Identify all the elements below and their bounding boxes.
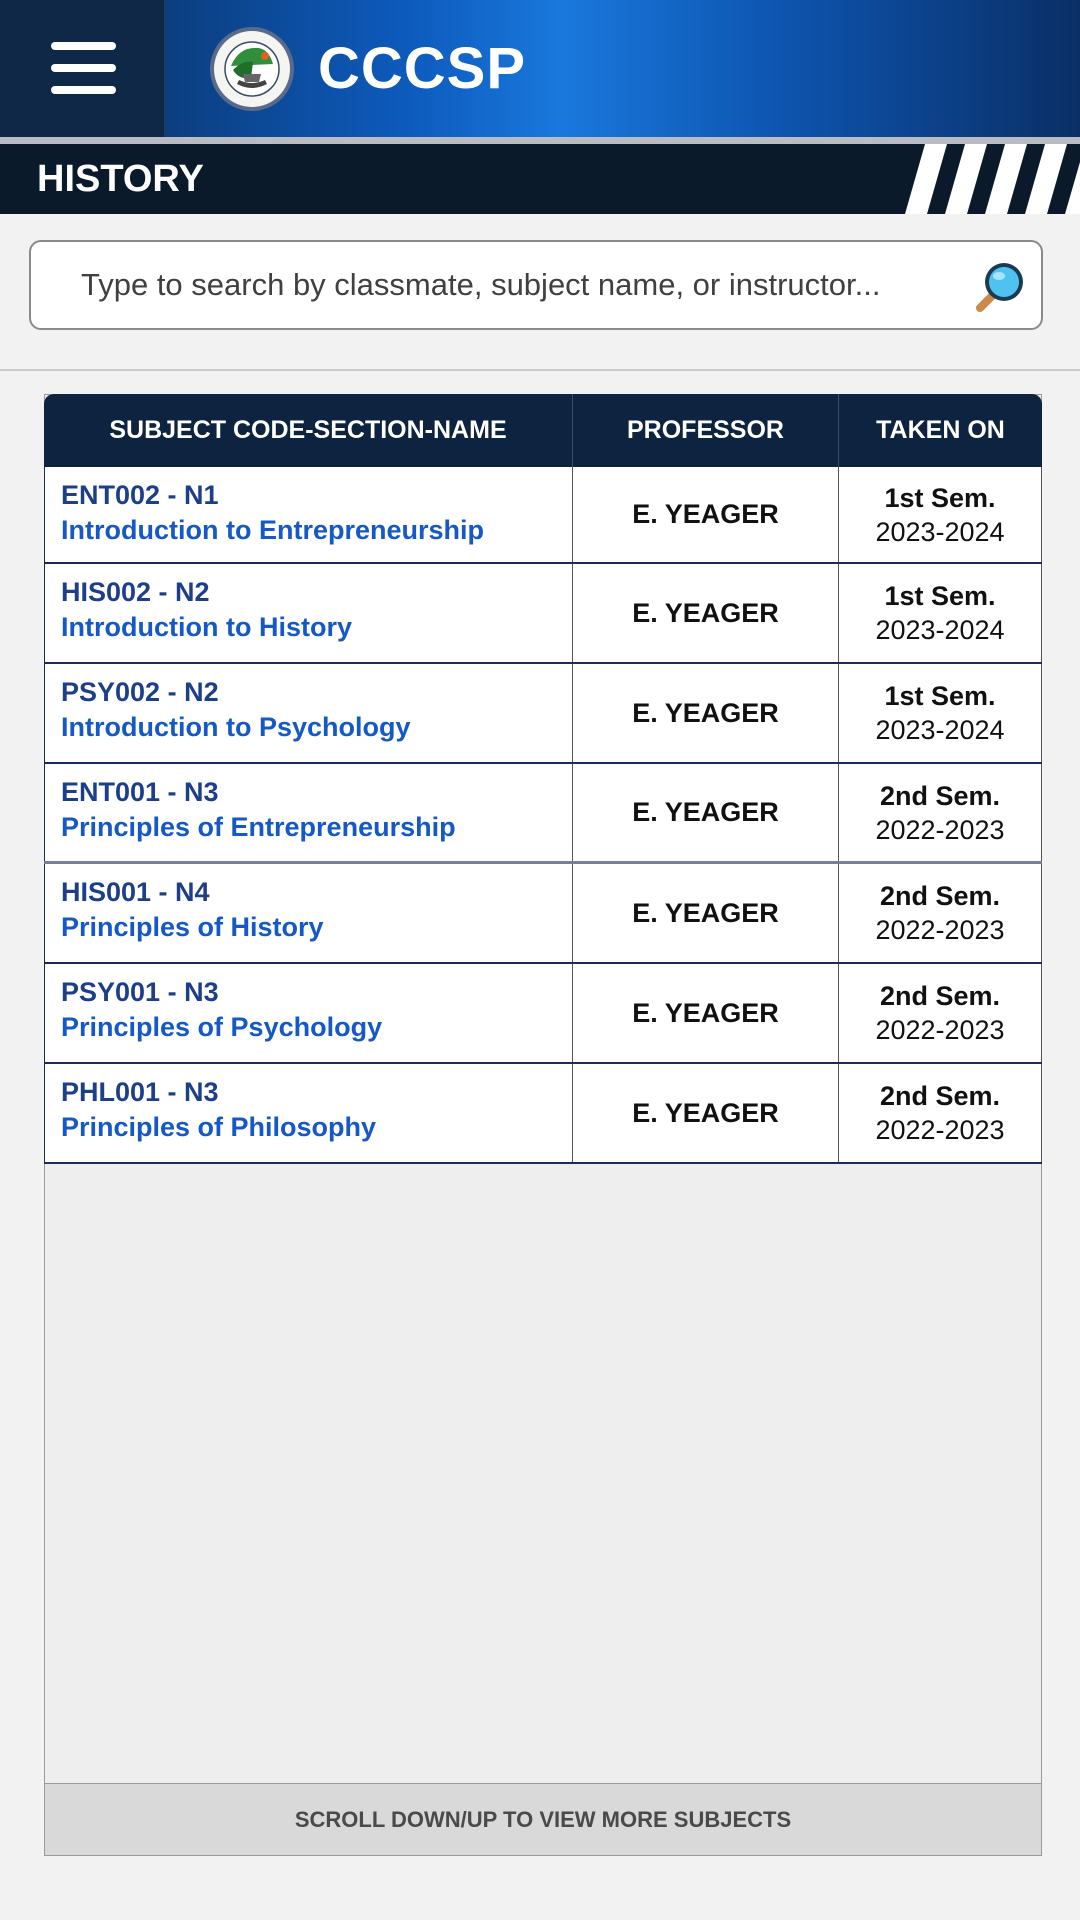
taken-on-cell (838, 1064, 1042, 1162)
subject-cell[interactable] (44, 964, 572, 1062)
taken-on-cell (838, 964, 1042, 1062)
header-professor: PROFESSOR (572, 394, 838, 467)
subjects-table (44, 394, 1042, 1856)
table-row[interactable] (44, 964, 1042, 1064)
taken-on-cell (838, 467, 1042, 562)
subject-name[interactable]: Principles of Entrepreneurship (61, 812, 456, 842)
subject-code[interactable]: PSY001 - N3 (61, 977, 219, 1007)
header-subject: SUBJECT CODE-SECTION-NAME (109, 416, 507, 444)
table-row[interactable] (44, 467, 1042, 564)
app-title: CCCSP (318, 36, 527, 101)
school-year: 2022-2023 (875, 915, 1005, 945)
subject-cell[interactable] (44, 467, 572, 562)
semester: 2nd Sem. (879, 780, 1001, 811)
taken-on-cell (838, 864, 1042, 962)
subject-code[interactable]: ENT001 - N3 (61, 777, 219, 807)
search-box[interactable] (29, 240, 1043, 330)
semester: 2nd Sem. (879, 981, 1001, 1011)
subject-name[interactable]: Introduction to History (61, 612, 352, 642)
scroll-hint-footer: SCROLL DOWN/UP TO VIEW MORE SUBJECTS (44, 1783, 1042, 1856)
table-body (44, 467, 1042, 1164)
subject-name[interactable]: Principles of History (61, 912, 324, 942)
professor-cell: E. YEAGER (572, 1064, 838, 1162)
table-row[interactable] (44, 1064, 1042, 1164)
hamburger-menu-button[interactable] (0, 0, 165, 137)
school-year: 2022-2023 (875, 1015, 1005, 1045)
subject-cell[interactable] (44, 764, 572, 861)
subject-cell[interactable] (44, 864, 572, 962)
subject-name[interactable]: Principles of Psychology (61, 1012, 383, 1042)
professor-cell: E. YEAGER (572, 864, 838, 962)
school-year: 2023-2024 (875, 516, 1005, 547)
subject-code[interactable]: ENT002 - N1 (61, 480, 219, 510)
professor-cell: E. YEAGER (572, 764, 838, 861)
subject-name[interactable]: Principles of Philosophy (61, 1112, 377, 1142)
decorative-stripes-icon (905, 144, 1080, 214)
table-row[interactable] (44, 864, 1042, 964)
page-title: HISTORY (37, 158, 204, 200)
menu-icon-bar-3 (51, 86, 116, 94)
school-year: 2023-2024 (875, 615, 1005, 645)
subject-code[interactable]: PSY002 - N2 (61, 677, 219, 707)
table-row[interactable] (44, 564, 1042, 664)
appbar-divider (0, 137, 1080, 144)
semester: 1st Sem. (884, 482, 996, 513)
taken-on-cell (838, 564, 1042, 662)
subject-name[interactable]: Introduction to Psychology (61, 712, 411, 742)
search-input[interactable] (81, 242, 941, 328)
subject-cell[interactable] (44, 564, 572, 662)
subject-cell[interactable] (44, 1064, 572, 1162)
school-year: 2022-2023 (875, 814, 1005, 845)
subject-name[interactable]: Introduction to Entrepreneurship (61, 515, 484, 545)
table-header (44, 394, 1042, 467)
table-row[interactable] (44, 664, 1042, 764)
table-row[interactable] (44, 764, 1042, 864)
header-taken-on: TAKEN ON (838, 394, 1042, 467)
subject-code[interactable]: HIS001 - N4 (61, 877, 210, 907)
professor-cell: E. YEAGER (572, 664, 838, 762)
school-year: 2023-2024 (875, 715, 1005, 745)
subject-code[interactable]: HIS002 - N2 (61, 577, 210, 607)
professor-cell: E. YEAGER (572, 964, 838, 1062)
taken-on-cell (838, 764, 1042, 861)
search-icon[interactable] (966, 254, 1032, 320)
page-header (0, 144, 1080, 214)
semester: 1st Sem. (884, 681, 996, 711)
subject-code[interactable]: PHL001 - N3 (61, 1077, 219, 1107)
school-year: 2022-2023 (875, 1115, 1005, 1145)
subject-cell[interactable] (44, 664, 572, 762)
professor-cell: E. YEAGER (572, 564, 838, 662)
college-logo (209, 26, 295, 112)
app-bar (0, 0, 1080, 137)
semester: 1st Sem. (884, 581, 996, 611)
search-section (0, 214, 1080, 371)
taken-on-cell (838, 664, 1042, 762)
professor-cell: E. YEAGER (572, 467, 838, 562)
semester: 2nd Sem. (879, 1081, 1001, 1111)
semester: 2nd Sem. (879, 881, 1001, 911)
menu-icon-bar-2 (51, 64, 116, 72)
menu-icon (51, 42, 116, 50)
